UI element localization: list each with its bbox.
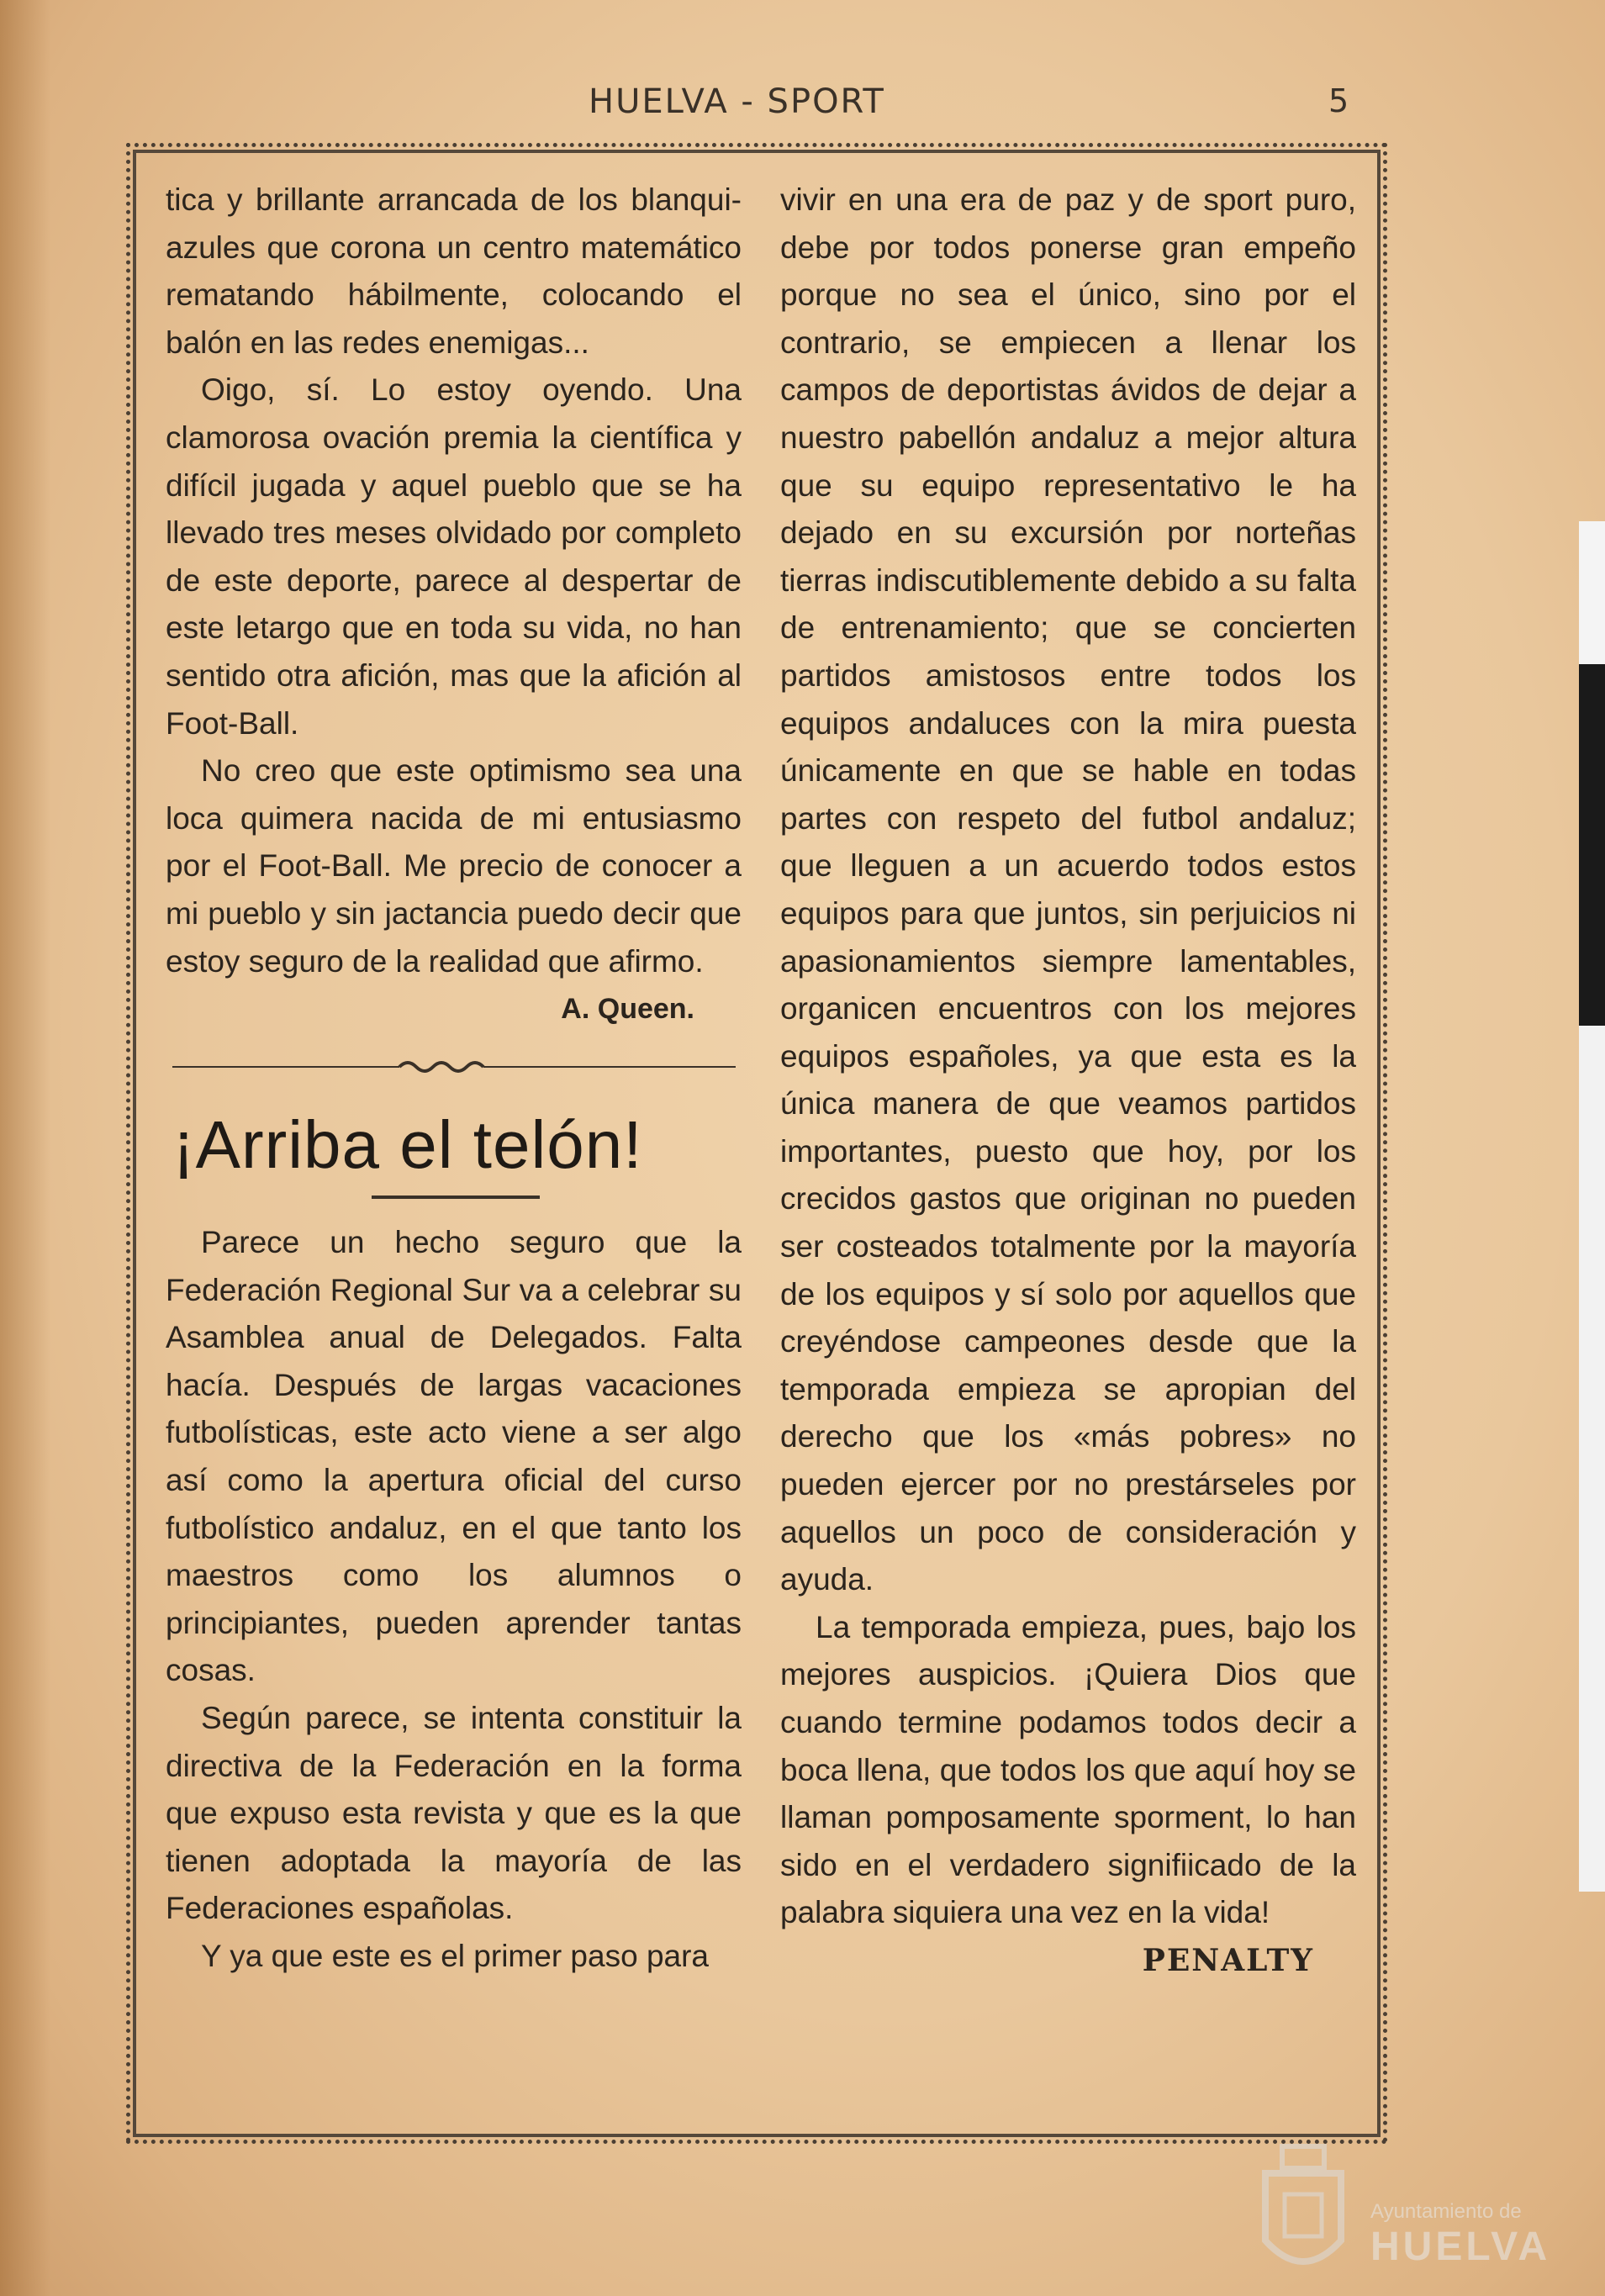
ornament-divider-icon [172, 1054, 736, 1079]
watermark-line-1: Ayuntamiento de [1370, 2200, 1522, 2223]
watermark-logo [1253, 2140, 1589, 2287]
left-paragraph-3: No creo que este optimismo sea una loca quimera nacida de mi entusiasmo por el Foot-Ball. Me precio de conocer a mi pueblo y sin jactancia puedo decir que estoy seguro de la realidad que afirmo. [166, 753, 742, 979]
page-shadow [0, 0, 50, 2296]
article-title: ¡Arriba el telón! [172, 1107, 643, 1183]
left-paragraph-5: Según parece, se intenta constituir la directiva de la Federación en la forma que expuso esta revista y que es la que tienen adoptada la mayoría de las Federaciones españolas. [166, 1701, 742, 1926]
page-number: 5 [1328, 82, 1349, 119]
article-signature-penalty: PENALTY [1142, 1942, 1314, 1978]
coat-of-arms-icon [1253, 2140, 1354, 2283]
title-underline [372, 1196, 540, 1199]
running-title: HUELVA - SPORT [589, 82, 885, 121]
right-paragraph-2: La temporada empieza, pues, bajo los mejores auspicios. ¡Quiera Dios que cuando termine podamos todos decir a boca llena, que todos los que aquí hoy se llaman pomposamente sporment, lo han sido en el verdadero signifiicado de la palabra siquiera una vez en la vida! [780, 1609, 1356, 1930]
watermark-line-2: HUELVA [1370, 2225, 1551, 2269]
right-column [780, 177, 1356, 1984]
left-paragraph-1: tica y brillante arrancada de los blanqui-azules que corona un centro matemático rematando hábilmente, colocando el balón en las redes enemigas... [166, 182, 742, 360]
left-column [166, 177, 742, 1981]
edge-scan-strip-light [1579, 521, 1605, 664]
left-paragraph-2: Oigo, sí. Lo estoy oyendo. Una clamorosa ovación premia la científica y difícil jugada y aquel pueblo que se ha llevado tres meses olvidado por completo de este deporte, parece al despertar de este letargo que en toda su vida, no han sentido otra afición, mas que la afición al Foot-Ball. [166, 372, 742, 741]
left-paragraph-4: Parece un hecho seguro que la Federación Regional Sur va a celebrar su Asamblea anual de Delegados. Falta hacía. Después de largas vacaciones futbolísticas, este acto viene a ser algo así como la apertura oficial del curso futbolístico andaluz, en el que tanto los maestros como los alumnos o principiantes, pueden aprender tantas cosas. [166, 1225, 742, 1688]
right-paragraph-1: vivir en una era de paz y de sport puro, debe por todos ponerse gran empeño porque no sea el único, sino por el contrario, se empiecen a llenar los campos de deportistas ávidos de dejar a nuestro pabellón andaluz a mejor altura que su equipo representativo le ha dejado en su excursión por norteñas tierras indiscutiblemente debido a su falta de entrenamiento; que se concierten partidos amistosos entre todos los equipos andaluces con la mira puesta únicamente en que se hable en todas partes con respeto del futbol andaluz; que lleguen a un acuerdo todos estos equipos para que juntos, sin perjuicios ni apasionamientos siempre lamentables, organicen encuentros con los mejores equipos españoles, ya que esta es la única manera de que veamos partidos importantes, puesto que hoy, por los crecidos gastos que originan no pueden ser costeados totalmente por la mayoría de los equipos y sí solo por aquellos que creyéndose campeones desde que la temporada empieza se apropian del derecho que los «más pobres» no pueden ejercer por no prestárseles por aquellos un poco de consideración y ayuda. [780, 182, 1356, 1597]
left-paragraph-6: Y ya que este es el primer paso para [201, 1939, 709, 1973]
article-signature-queen: A. Queen. [561, 993, 694, 1026]
page-header [0, 82, 1605, 133]
edge-scan-strip-white [1579, 1026, 1605, 1892]
edge-scan-strip-dark [1579, 664, 1605, 1026]
